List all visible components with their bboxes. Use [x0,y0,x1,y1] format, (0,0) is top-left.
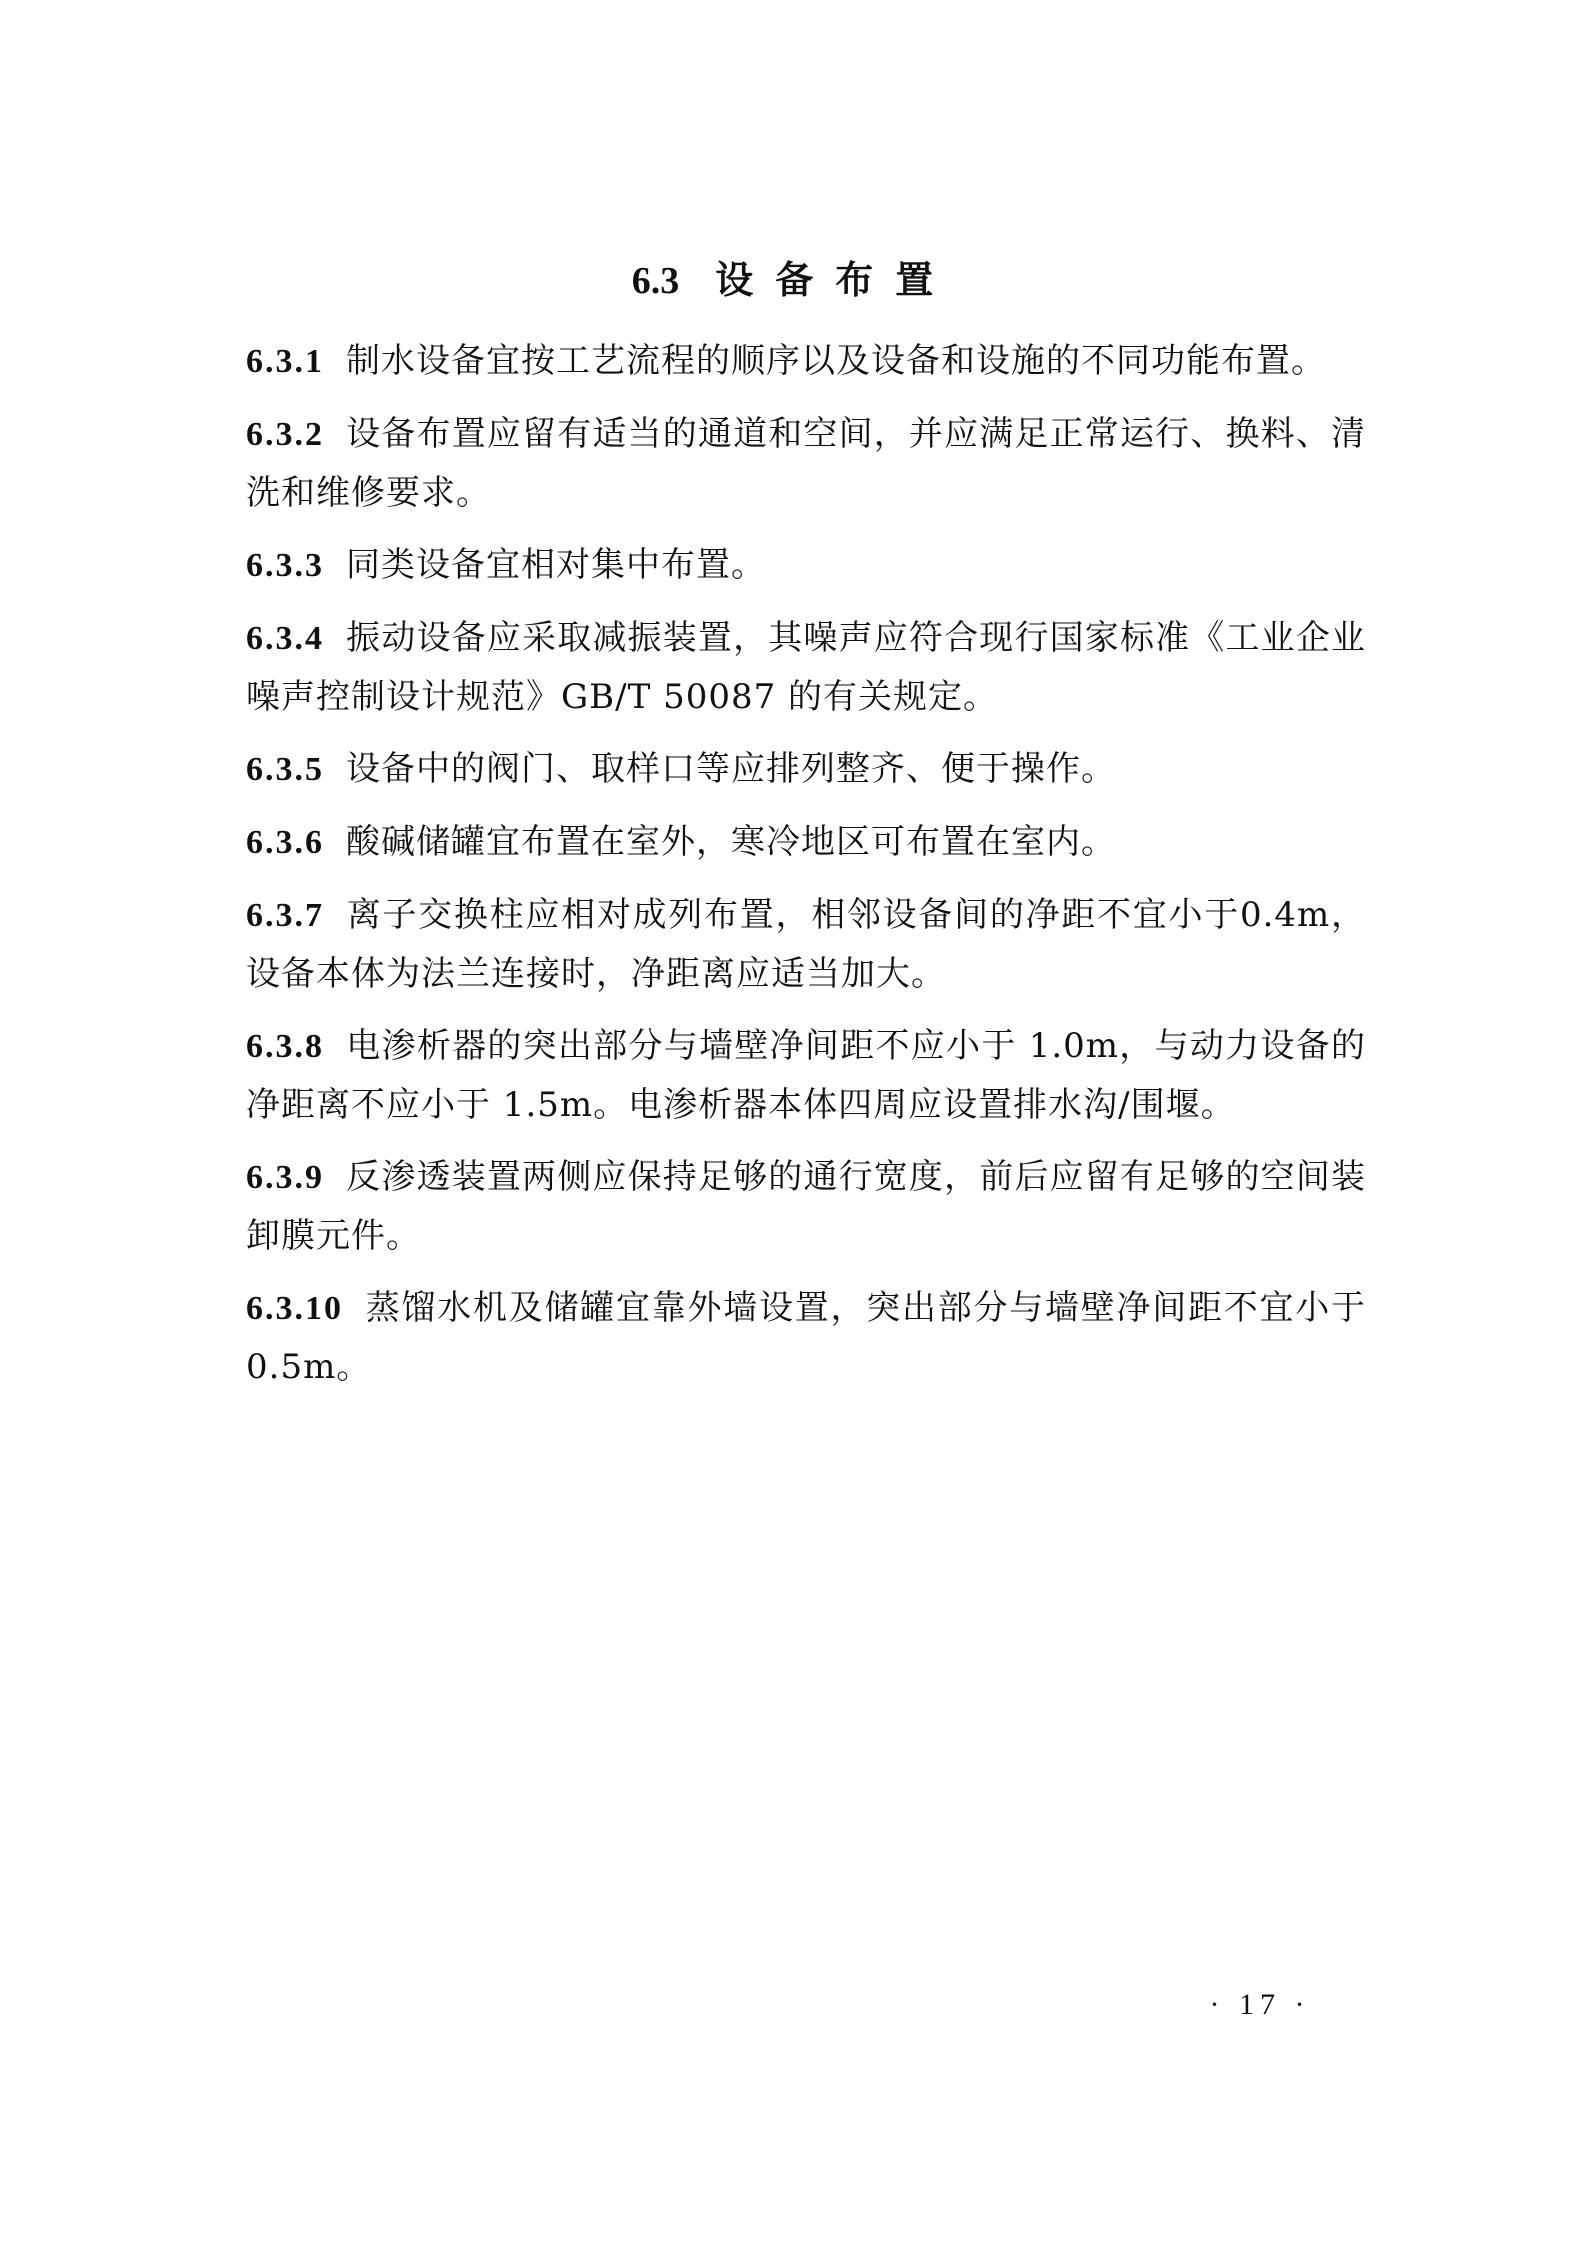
clause-6-3-2 [246,405,1366,522]
clause-number: 6.3.10 [246,1290,343,1327]
clause-text: 设备中的阀门、取样口等应排列整齐、便于操作。 [346,749,1116,789]
clause-number: 6.3.3 [246,547,324,584]
clause-text: 酸碱储罐宜布置在室外，寒冷地区可布置在室内。 [346,822,1116,862]
clause-6-3-7 [246,886,1366,1003]
clause-6-3-5 [246,740,1366,799]
clause-number: 6.3.8 [246,1028,324,1065]
clause-text: 蒸馏水机及储罐宜靠外墙设置，突出部分与墙壁净间距不宜小于 0.5m。 [246,1288,1366,1387]
clause-number: 6.3.4 [246,620,324,657]
clause-number: 6.3.9 [246,1159,324,1196]
clause-text: 制水设备宜按工艺流程的顺序以及设备和设施的不同功能布置。 [346,341,1326,381]
clause-text: 设备布置应留有适当的通道和空间，并应满足正常运行、换料、清洗和维修要求。 [246,414,1366,513]
clause-number: 6.3.6 [246,824,324,861]
clause-6-3-3 [246,536,1366,595]
clause-6-3-10 [246,1279,1366,1396]
clause-number: 6.3.2 [246,416,324,453]
section-number: 6.3 [631,260,680,302]
clause-number: 6.3.7 [246,897,324,934]
section-heading [0,250,1587,311]
clause-6-3-1 [246,332,1366,391]
clause-6-3-6 [246,813,1366,872]
clause-text: 电渗析器的突出部分与墙壁净间距不应小于 1.0m，与动力设备的净距离不应小于 1.5m。电渗析器本体四周应设置排水沟/围堰。 [246,1026,1366,1125]
clause-text: 振动设备应采取减振装置，其噪声应符合现行国家标准《工业企业噪声控制设计规范》GB/T 50087 的有关规定。 [246,618,1366,717]
clause-6-3-8 [246,1017,1366,1134]
clause-text: 同类设备宜相对集中布置。 [346,545,766,585]
clause-number: 6.3.5 [246,751,324,788]
clause-list [246,332,1366,1410]
clause-6-3-9 [246,1148,1366,1265]
clause-text: 离子交换柱应相对成列布置，相邻设备间的净距不宜小于0.4m，设备本体为法兰连接时，净距离应适当加大。 [246,895,1366,994]
section-title: 设备布置 [715,258,956,302]
page-number: · 17 · [1209,1988,1311,2021]
clause-text: 反渗透装置两侧应保持足够的通行宽度，前后应留有足够的空间装卸膜元件。 [246,1157,1366,1256]
clause-6-3-4 [246,609,1366,726]
clause-number: 6.3.1 [246,343,324,380]
